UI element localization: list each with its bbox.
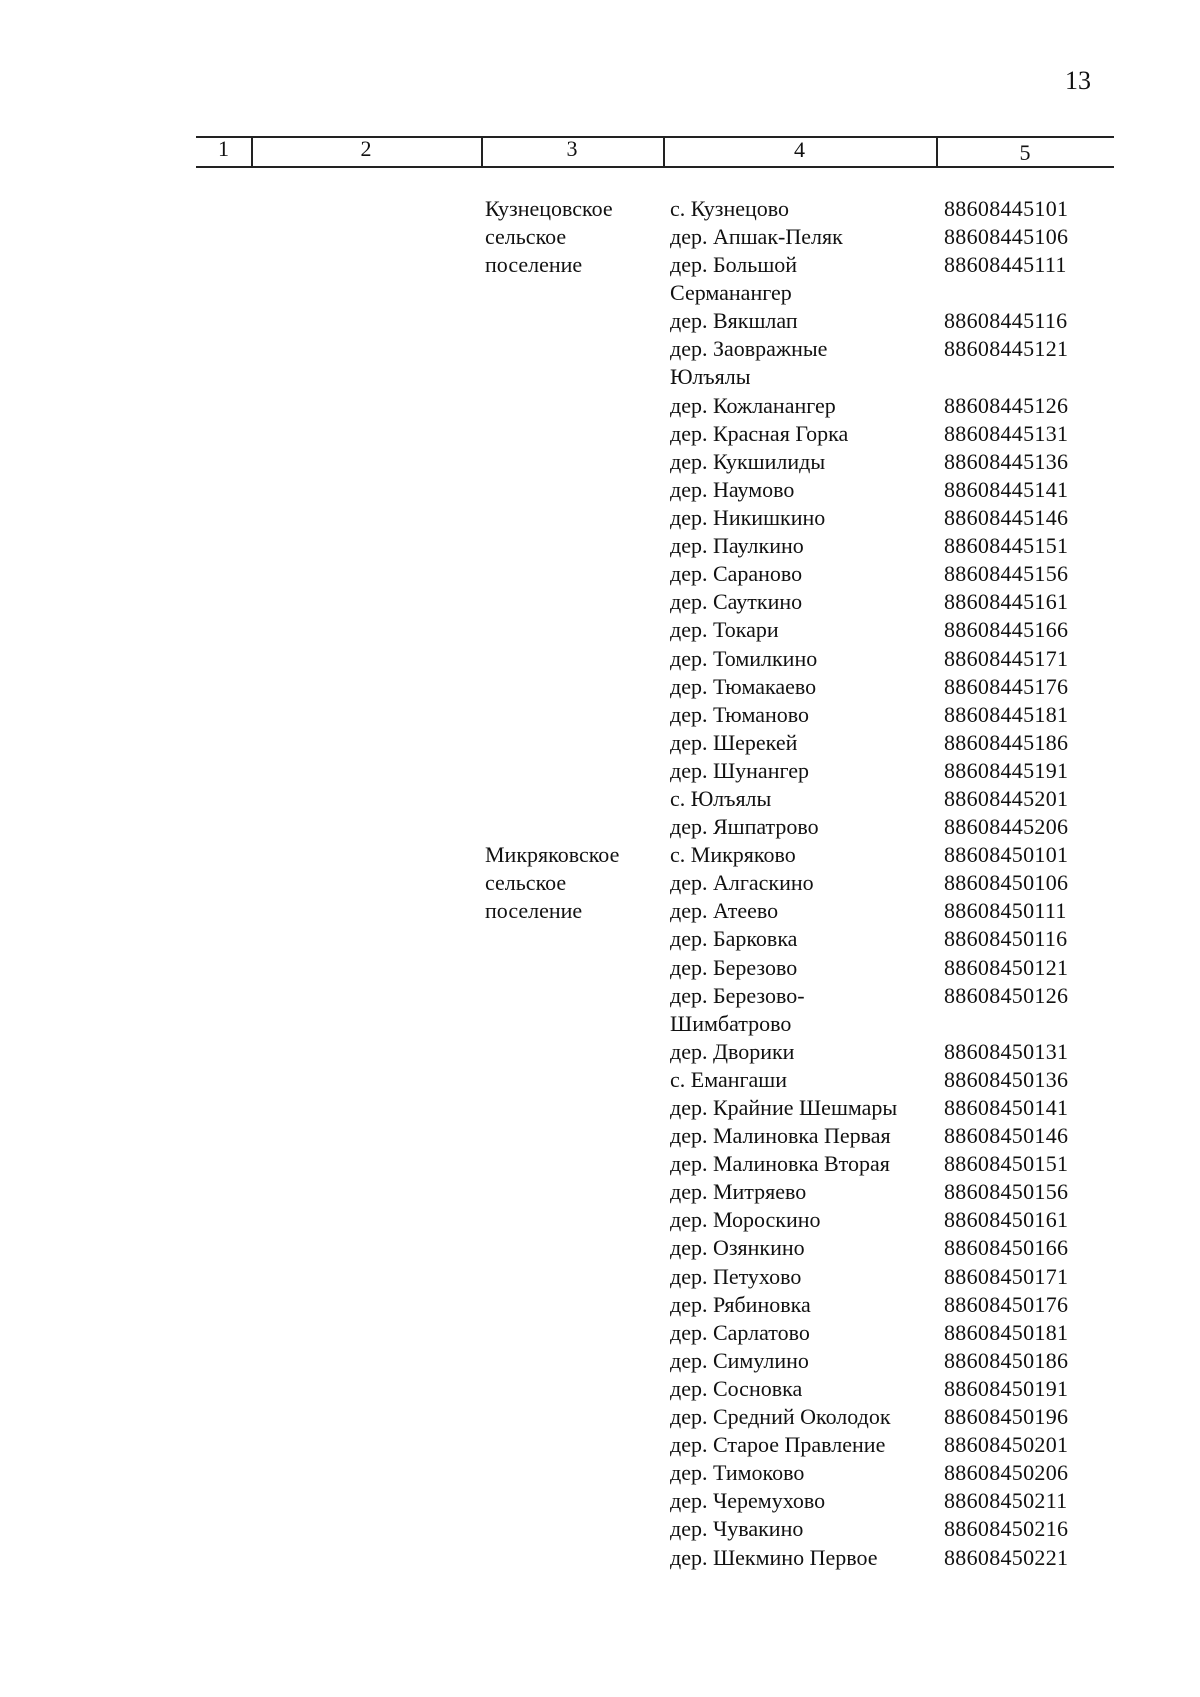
oktmo-code: 88608450221 — [944, 1544, 1069, 1570]
district-name-line: сельское — [485, 870, 567, 896]
settlement-name: дер. Кукшилиды — [670, 448, 826, 474]
table-row — [0, 1066, 1200, 1094]
table-row — [0, 223, 1200, 251]
page-number: 13 — [1065, 66, 1091, 95]
oktmo-code: 88608450136 — [944, 1066, 1069, 1092]
settlement-name: дер. Вякшлап — [670, 308, 798, 334]
table-row — [0, 701, 1200, 729]
settlement-name: дер. Сараново — [670, 561, 803, 587]
oktmo-code: 88608450201 — [944, 1432, 1069, 1458]
district-block — [0, 841, 1200, 1571]
settlement-name: дер. Рябиновка — [670, 1291, 811, 1317]
table-row — [0, 1206, 1200, 1234]
table-row — [0, 616, 1200, 644]
oktmo-code: 88608450151 — [944, 1151, 1069, 1177]
settlement-name: дер. Кожланангер — [670, 392, 836, 418]
oktmo-code: 88608450181 — [944, 1319, 1069, 1345]
district-name-line: сельское — [485, 224, 567, 249]
district-block — [0, 195, 1200, 841]
oktmo-code: 88608450111 — [944, 898, 1067, 924]
oktmo-code: 88608450116 — [944, 926, 1068, 952]
settlement-name: дер. Петухово — [670, 1263, 802, 1289]
settlement-name: дер. Малиновка Первая — [670, 1123, 891, 1149]
oktmo-code: 88608445111 — [944, 252, 1067, 278]
settlement-name: дер. Чувакино — [670, 1516, 804, 1542]
table-row — [0, 673, 1200, 701]
oktmo-code: 88608445176 — [944, 673, 1069, 699]
settlement-name: дер. Мороскино — [670, 1207, 821, 1233]
settlement-name: дер. Малиновка Вторая — [670, 1151, 890, 1177]
oktmo-code: 88608450121 — [944, 954, 1069, 980]
table-row — [0, 1487, 1200, 1515]
settlement-name: дер. Апшак-Пеляк — [670, 224, 843, 250]
settlement-name: дер. Старое Правление — [670, 1432, 886, 1458]
settlement-name: дер. Митряево — [670, 1179, 807, 1205]
settlement-name: дер. Сауткино — [670, 589, 803, 615]
settlement-name: дер. Березово — [670, 954, 798, 980]
district-name-line: Микряковское — [485, 842, 620, 868]
settlement-name: дер. Большой Серманангер — [670, 252, 798, 306]
oktmo-code: 88608445131 — [944, 420, 1069, 446]
oktmo-code: 88608450171 — [944, 1263, 1069, 1289]
table-row — [0, 1291, 1200, 1319]
oktmo-code: 88608445126 — [944, 392, 1069, 418]
table-row — [0, 645, 1200, 673]
table-row — [0, 307, 1200, 335]
oktmo-code: 88608450141 — [944, 1095, 1069, 1120]
settlement-name: с. Емангаши — [670, 1066, 788, 1092]
settlement-name: дер. Дворики — [670, 1038, 795, 1064]
oktmo-code: 88608445141 — [944, 476, 1069, 502]
table-row — [0, 532, 1200, 560]
oktmo-code: 88608445161 — [944, 589, 1069, 615]
settlement-name: дер. Средний Околодок — [670, 1404, 891, 1430]
table-row — [0, 1515, 1200, 1543]
settlement-name: дер. Наумово — [670, 476, 795, 502]
oktmo-code: 88608445146 — [944, 505, 1069, 531]
column-header: 1 — [218, 136, 229, 161]
oktmo-code: 88608450216 — [944, 1516, 1069, 1542]
settlement-name: дер. Шерекей — [670, 729, 798, 755]
table-row — [0, 251, 1200, 307]
settlement-name: дер. Симулино — [670, 1347, 809, 1373]
table-row — [0, 813, 1200, 841]
column-header: 5 — [1019, 140, 1031, 165]
oktmo-code: 88608445106 — [944, 224, 1069, 250]
table-row — [0, 869, 1200, 897]
table-row — [0, 195, 1200, 223]
settlement-name: дер. Сарлатово — [670, 1319, 810, 1345]
settlement-name: дер. Черемухово — [670, 1488, 826, 1514]
settlement-name: с. Кузнецово — [670, 196, 790, 221]
table-row — [0, 897, 1200, 925]
table-row — [0, 925, 1200, 953]
table-row — [0, 1150, 1200, 1178]
district-name-line: поселение — [485, 898, 583, 924]
settlement-name: дер. Паулкино — [670, 533, 804, 559]
oktmo-code: 88608445201 — [944, 785, 1069, 811]
settlement-name: с. Юлъялы — [670, 785, 772, 811]
table-row — [0, 954, 1200, 982]
oktmo-code: 88608450126 — [944, 982, 1069, 1008]
column-header: 3 — [566, 136, 578, 161]
settlement-name: дер. Заовражные Юлъялы — [670, 336, 828, 390]
column-header: 4 — [794, 137, 805, 162]
table-row — [0, 392, 1200, 420]
settlement-name: дер. Томилкино — [670, 645, 818, 671]
oktmo-code: 88608450156 — [944, 1179, 1069, 1205]
oktmo-code: 88608450131 — [944, 1038, 1069, 1064]
oktmo-code: 88608445186 — [944, 729, 1069, 755]
table-row — [0, 757, 1200, 785]
table-row — [0, 588, 1200, 616]
oktmo-code: 88608445181 — [944, 701, 1069, 727]
table-row — [0, 1375, 1200, 1403]
oktmo-code: 88608445166 — [944, 617, 1069, 643]
table-row — [0, 1122, 1200, 1150]
oktmo-code: 88608450146 — [944, 1123, 1069, 1149]
oktmo-code: 88608450211 — [944, 1488, 1068, 1514]
oktmo-code: 88608450101 — [944, 842, 1069, 868]
table-row — [0, 1459, 1200, 1487]
oktmo-code: 88608445101 — [944, 196, 1069, 221]
oktmo-code: 88608450106 — [944, 870, 1069, 896]
settlement-name: с. Микряково — [670, 842, 796, 868]
table-row — [0, 1038, 1200, 1066]
district-name-line: Кузнецовское — [485, 196, 613, 221]
oktmo-code: 88608445151 — [944, 533, 1069, 559]
settlement-name: дер. Шунангер — [670, 757, 809, 783]
settlement-table — [0, 195, 1200, 1572]
oktmo-code: 88608445156 — [944, 561, 1069, 587]
oktmo-code: 88608450166 — [944, 1235, 1069, 1261]
settlement-name: дер. Тимоково — [670, 1460, 805, 1486]
table-row — [0, 1319, 1200, 1347]
table-row — [0, 560, 1200, 588]
oktmo-code: 88608445121 — [944, 336, 1069, 362]
settlement-name: дер. Озянкино — [670, 1235, 805, 1261]
table-row — [0, 729, 1200, 757]
table-row — [0, 1544, 1200, 1572]
settlement-name: дер. Никишкино — [670, 505, 826, 531]
settlement-name: дер. Тюманово — [670, 701, 809, 727]
table-row — [0, 1403, 1200, 1431]
settlement-name: дер. Алгаскино — [670, 870, 814, 896]
table-row — [0, 504, 1200, 532]
oktmo-code: 88608450186 — [944, 1347, 1069, 1373]
table-row — [0, 1178, 1200, 1206]
table-row — [0, 1347, 1200, 1375]
oktmo-code: 88608450176 — [944, 1291, 1069, 1317]
settlement-name: дер. Яшпатрово — [670, 814, 819, 840]
oktmo-code: 88608445171 — [944, 645, 1069, 671]
oktmo-code: 88608445206 — [944, 814, 1069, 840]
oktmo-code: 88608450191 — [944, 1375, 1069, 1401]
table-row — [0, 841, 1200, 869]
oktmo-code: 88608445191 — [944, 757, 1069, 783]
table-row — [0, 1094, 1200, 1122]
oktmo-code: 88608445116 — [944, 308, 1068, 334]
settlement-name: дер. Шекмино Первое — [670, 1544, 878, 1570]
settlement-name: дер. Крайние Шешмары — [670, 1095, 898, 1120]
settlement-name: дер. Барковка — [670, 926, 798, 952]
table-row — [0, 1234, 1200, 1262]
oktmo-code: 88608450161 — [944, 1207, 1069, 1233]
settlement-name: дер. Сосновка — [670, 1375, 803, 1401]
table-row — [0, 982, 1200, 1038]
table-row — [0, 785, 1200, 813]
header-bottom-rule — [196, 166, 1114, 168]
settlement-name: дер. Тюмакаево — [670, 673, 817, 699]
oktmo-code: 88608450196 — [944, 1404, 1069, 1430]
settlement-name: дер. Токари — [670, 617, 779, 643]
settlement-name: дер. Красная Горка — [670, 420, 849, 446]
table-row — [0, 420, 1200, 448]
column-header: 2 — [360, 136, 372, 161]
table-row — [0, 476, 1200, 504]
oktmo-code: 88608450206 — [944, 1460, 1069, 1486]
district-name-line: поселение — [485, 252, 583, 277]
table-row — [0, 448, 1200, 476]
table-row — [0, 1263, 1200, 1291]
table-row — [0, 1431, 1200, 1459]
table-header-row — [196, 136, 1114, 168]
settlement-name: дер. Березово-Шимбатрово — [670, 982, 805, 1036]
table-row — [0, 335, 1200, 391]
settlement-name: дер. Атеево — [670, 898, 779, 924]
oktmo-code: 88608445136 — [944, 448, 1069, 474]
